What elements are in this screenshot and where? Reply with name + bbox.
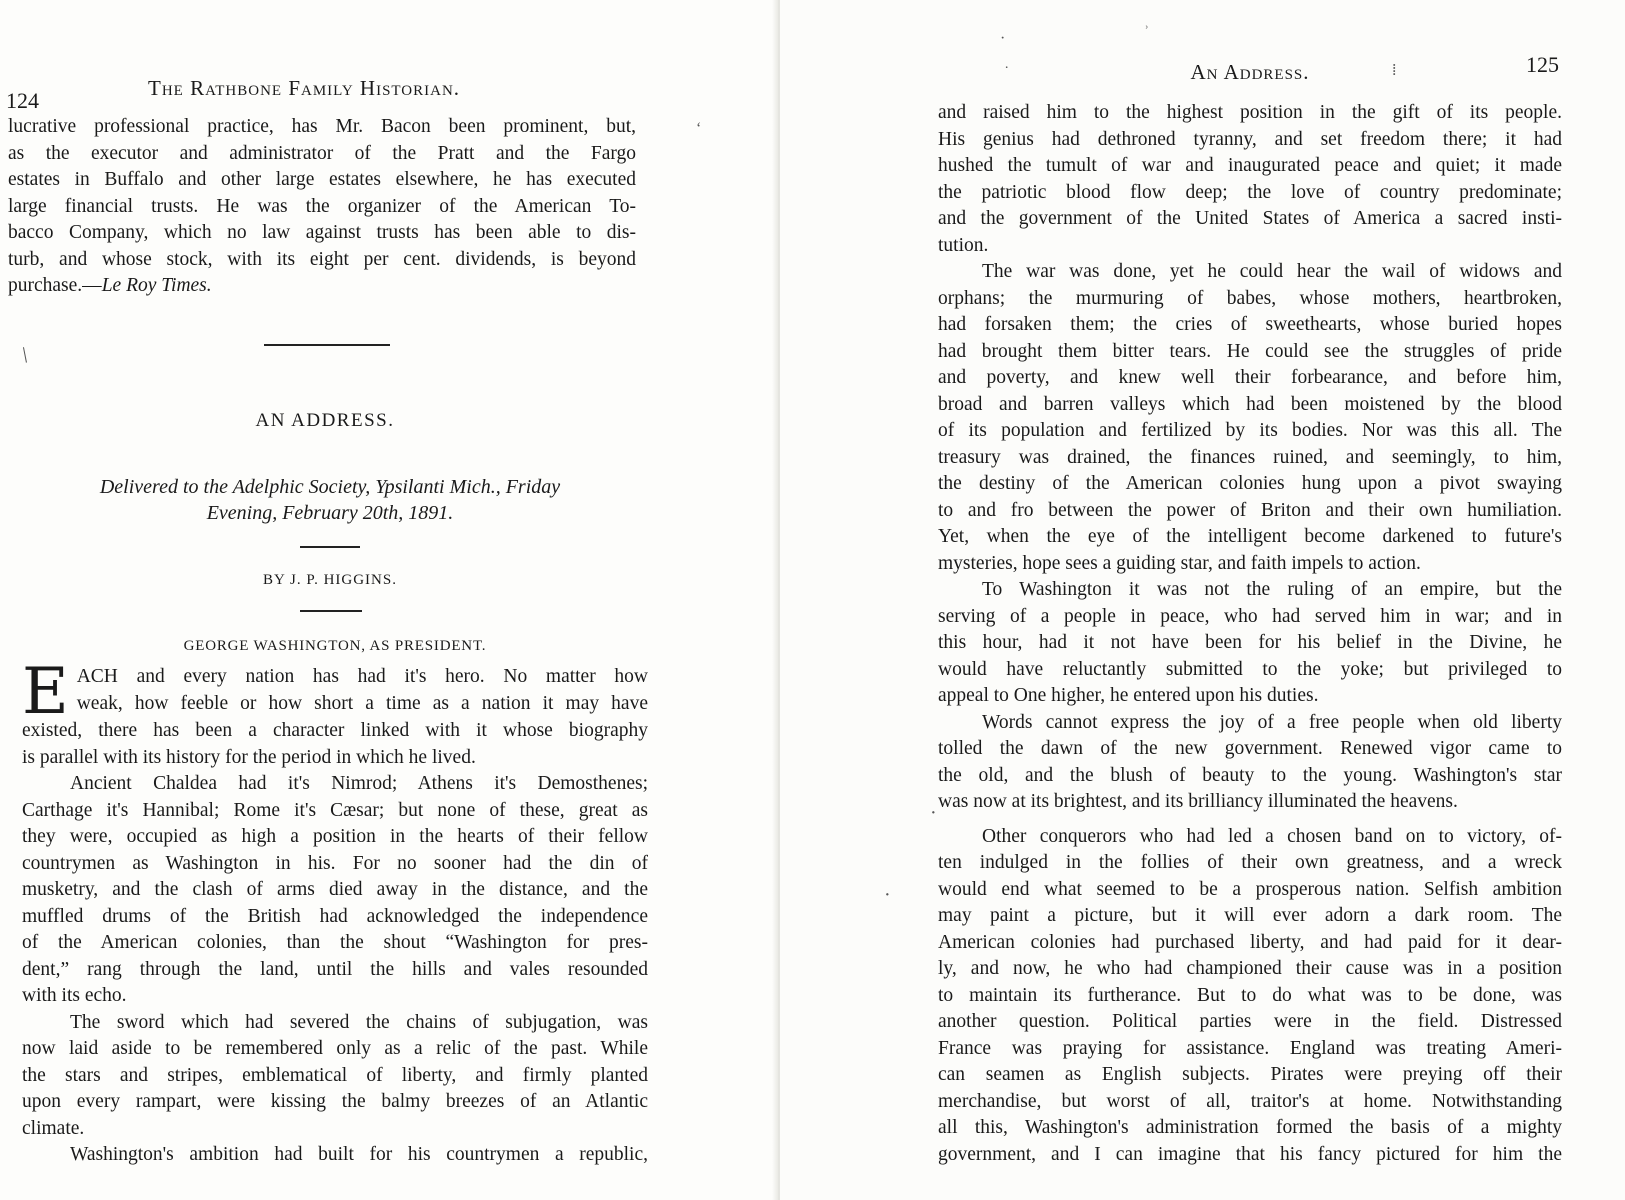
text-line: tution. xyxy=(938,234,989,256)
text-line: had forsaken them; the cries of sweethearts, whose buried hopes xyxy=(938,314,1562,335)
section-title: GEORGE WASHINGTON, AS PRESIDENT. xyxy=(183,638,487,654)
text-line: estates in Buffalo and other large estates elsewhere, he has executed xyxy=(8,169,636,190)
text-line: broad and barren valleys which had been moistened by the blood xyxy=(938,393,1562,415)
text-line: the stars and stripes, emblematical of liberty, and firmly planted xyxy=(22,1064,648,1086)
drop-cap: E xyxy=(22,655,69,729)
text-line: of its population and fertilized by its bodies. Nor was this all. The xyxy=(938,420,1562,441)
page-number-left: 124 xyxy=(6,88,39,113)
margin-mark: ʾ xyxy=(1144,24,1150,41)
text-line: The sword which had severed the chains of subjugation, was xyxy=(70,1011,648,1033)
text-line: existed, there has been a character linked with it whose biography xyxy=(22,720,648,741)
text-line: and the government of the United States of America a sacred insti- xyxy=(938,208,1562,229)
text-line: muffled drums of the British had acknowledged the independence xyxy=(22,905,648,927)
text-line: they were, occupied as high a position in the hearts of their fellow xyxy=(22,826,648,847)
text-line: the patriotic blood flow deep; the love of country predominate; xyxy=(938,181,1562,203)
body-text-right xyxy=(938,100,1562,1168)
divider xyxy=(300,546,360,548)
opening-paragraph xyxy=(8,114,636,300)
margin-mark: ˙ xyxy=(1004,64,1010,81)
running-head-right: An Address. xyxy=(1190,60,1310,84)
source-credit: Le Roy Times. xyxy=(101,275,212,296)
text-line: all this, Washington's administration formed the basis of a mighty xyxy=(938,1117,1562,1138)
right-page xyxy=(780,0,1625,1200)
text-line: hushed the tumult of war and inaugurated peace and quiet; it made xyxy=(938,155,1562,176)
text-line: Washington's ambition had built for his countrymen a republic, xyxy=(70,1144,648,1165)
text-line: dent,” rang through the land, until the hills and vales resounded xyxy=(22,958,648,980)
text-line: His genius had dethroned tyranny, and set freedom there; it had xyxy=(938,128,1562,150)
text-line: can seamen as English subjects. Pirates were preying off their xyxy=(938,1064,1562,1085)
text-line: government, and I can imagine that his fancy pictured for him the xyxy=(938,1143,1562,1165)
text-line: the destiny of the American colonies hung upon a pivot swaying xyxy=(938,473,1562,494)
text-line: to maintain its furtherance. But to do what was to be done, was xyxy=(938,984,1562,1006)
text-line: tolled the dawn of the new government. Renewed vigor came to xyxy=(938,738,1562,759)
text-line: now laid aside to be remembered only as a relic of the past. While xyxy=(22,1038,648,1059)
text-line: with its echo. xyxy=(22,985,127,1006)
text-line: The war was done, yet he could hear the wail of widows and xyxy=(982,261,1562,282)
text-line: France was praying for assistance. England was treating Ameri- xyxy=(938,1037,1562,1059)
page-number-right: 125 xyxy=(1526,52,1559,77)
text-line: would have reluctantly submitted to the yoke; but privileged to xyxy=(938,658,1562,680)
text-line: another question. Political parties were in the field. Distressed xyxy=(938,1011,1562,1032)
text-line: purchase.—Le Roy Times. xyxy=(8,275,212,296)
text-line: Yet, when the eye of the intelligent become darkened to future's xyxy=(938,526,1562,547)
text-line: the old, and the blush of beauty to the young. Washington's star xyxy=(938,764,1562,786)
text-line: turb, and whose stock, with its eight per cent. dividends, is beyond xyxy=(8,248,636,270)
text-line: of the American colonies, than the shout “Washington for pres- xyxy=(22,932,648,953)
text-line: weak, how feeble or how short a time as a nation it may have xyxy=(76,692,648,714)
text-line: orphans; the murmuring of babes, whose mothers, heartbroken, xyxy=(938,287,1562,309)
text-line: countrymen as Washington in his. For no sooner had the din of xyxy=(22,852,648,874)
text-line: and poverty, and knew well their forbearance, and before him, xyxy=(938,367,1562,388)
text-line: is parallel with its history for the period in which he lived. xyxy=(22,746,476,768)
text-line: bacco Company, which no law against trusts has been able to dis- xyxy=(8,222,636,243)
text-line: appeal to One higher, he entered upon his duties. xyxy=(938,685,1319,706)
text-line: To Washington it was not the ruling of an empire, but the xyxy=(982,579,1562,600)
text-line: ACH and every nation has had it's hero. No matter how xyxy=(76,666,648,687)
text-line: was now at its brightest, and its brilliancy illuminated the heavens. xyxy=(938,791,1458,812)
paragraph-gap xyxy=(938,816,1562,824)
text-line: Other conquerors who had led a chosen band on to victory, of- xyxy=(982,825,1562,847)
text-line: to and fro between the power of Briton and their own humiliation. xyxy=(938,499,1562,521)
text-line: mysteries, hope sees a guiding star, and faith impels to action. xyxy=(938,552,1421,574)
text-line: ten indulged in the follies of their own greatness, and a wreck xyxy=(938,852,1562,873)
margin-mark: ⁞ xyxy=(1392,62,1397,79)
text-line: musketry, and the clash of arms died away in the distance, and the xyxy=(22,879,648,900)
running-head-left: The Rathbone Family Historian. xyxy=(148,76,461,100)
byline: BY J. P. HIGGINS. xyxy=(263,572,397,588)
text-line: Words cannot express the joy of a free people when old liberty xyxy=(982,711,1562,733)
margin-mark: ‘ xyxy=(696,120,702,137)
delivered-note: Delivered to the Adelphic Society, Ypsilanti Mich., Friday Evening, February 20th, 1891. xyxy=(99,476,561,524)
text-line: as the executor and administrator of the Pratt and the Fargo xyxy=(8,142,636,164)
text-line: American colonies had purchased liberty, and had paid for it dear- xyxy=(938,931,1562,953)
text-line: Ancient Chaldea had it's Nimrod; Athens it's Demosthenes; xyxy=(70,773,648,794)
text-line: ly, and now, he who had championed their cause was in a position xyxy=(938,958,1562,979)
section-divider xyxy=(264,344,390,346)
text-line: this hour, had it not have been for his belief in the Divine, he xyxy=(938,632,1562,653)
body-text-left xyxy=(22,655,648,1169)
margin-mark: / xyxy=(15,342,34,367)
text-line: may paint a picture, but it will ever adorn a dark room. The xyxy=(938,905,1562,926)
text-line: had brought them bitter tears. He could see the struggles of pride xyxy=(938,340,1562,362)
text-line: large financial trusts. He was the organizer of the American To- xyxy=(8,195,636,217)
text-line: climate. xyxy=(22,1117,85,1139)
text-line: treasury was drained, the finances ruined, and seemingly, to him, xyxy=(938,446,1562,468)
margin-mark: · xyxy=(1000,30,1006,47)
margin-mark: · xyxy=(930,802,937,824)
text-line: Carthage it's Hannibal; Rome it's Cæsar; but none of these, great as xyxy=(22,799,648,821)
text-line: lucrative professional practice, has Mr. Bacon been prominent, but, xyxy=(8,116,636,137)
text-line: would end what seemed to be a prosperous nation. Selfish ambition xyxy=(938,878,1562,900)
text-line: and raised him to the highest position in the gift of its people. xyxy=(938,102,1562,123)
article-title: AN ADDRESS. xyxy=(255,410,395,431)
text-line: merchandise, but worst of all, traitor's at home. Notwithstanding xyxy=(938,1090,1562,1112)
text-line: upon every rampart, were kissing the balmy breezes of an Atlantic xyxy=(22,1091,648,1112)
margin-mark: · xyxy=(884,884,891,906)
divider xyxy=(300,610,362,612)
text-line: serving of a people in peace, who had served him in war; and in xyxy=(938,605,1562,627)
left-page xyxy=(0,0,780,1200)
